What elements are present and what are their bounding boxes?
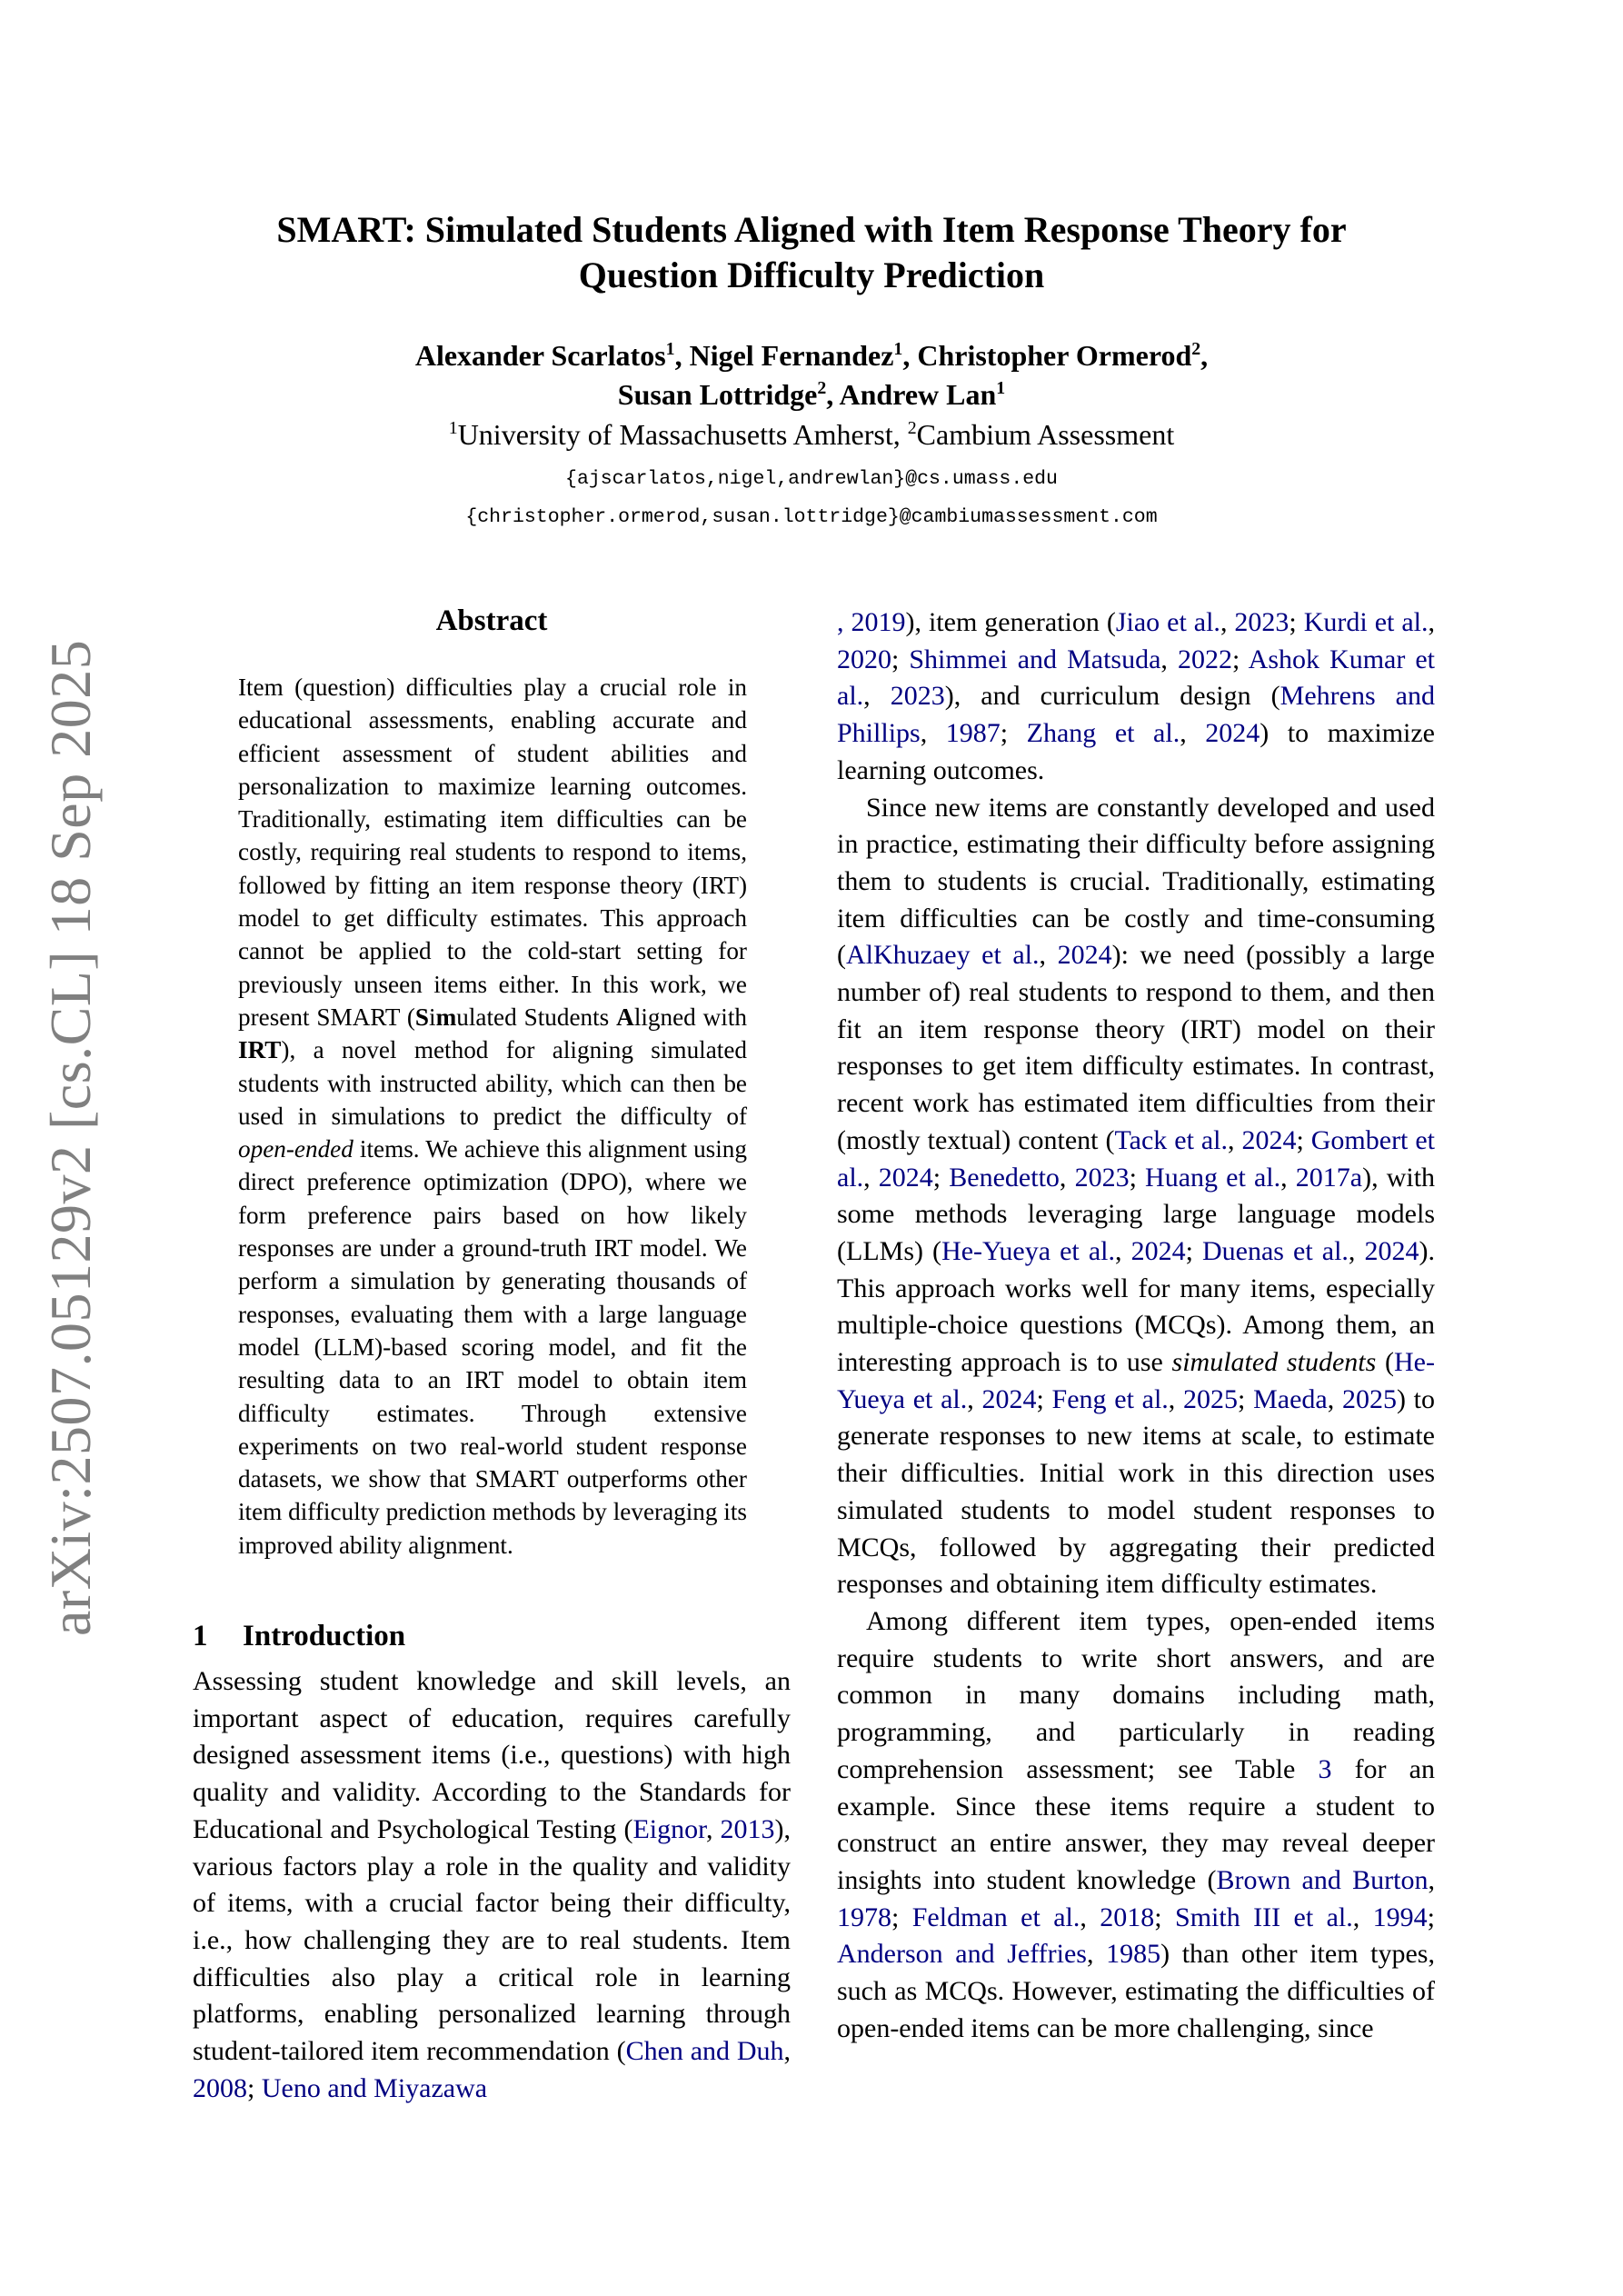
body-text: ), with some methods leveraging large language models (LLMs) ( — [837, 1162, 1436, 1266]
citation-link[interactable]: Benedetto — [949, 1162, 1060, 1193]
section-number: 1 — [193, 1620, 208, 1652]
citation-year-link[interactable]: 2023 — [890, 681, 945, 712]
author-line-2: Susan Lottridge$^2$, Andrew Lan$^1$ — [617, 378, 1006, 411]
abstract-emphasis: open-ended — [238, 1135, 353, 1163]
citation-year-link[interactable]: 1994 — [1372, 1902, 1428, 1932]
citation-year-link[interactable]: 2020 — [837, 644, 891, 674]
citation-year-link[interactable]: 1987 — [945, 718, 1001, 749]
citation-link[interactable]: Ashok Kumar et al. — [837, 644, 1436, 712]
citation-year-link[interactable]: 2025 — [1341, 1383, 1397, 1414]
paper-title-line-2: Question Difficulty Prediction — [578, 255, 1045, 295]
citation-link[interactable]: Gombert et al. — [837, 1124, 1435, 1193]
citation-link[interactable]: Zhang et al. — [1026, 718, 1180, 749]
citation-link[interactable]: AlKhuzaey et al. — [846, 940, 1040, 971]
body-text: ), various factors play a role in the quality and validity of items, with a crucial factor being their difficulty, i.e., how challenging they are to real students. Item difficulties also play a critical role in learning platforms, enabling personalized learning through student-tailored item recommendation ( — [193, 1813, 791, 2067]
citation-year-link[interactable]: 1978 — [837, 1902, 891, 1932]
author-affiliation-mark: 2 — [817, 378, 827, 399]
citation-link[interactable]: Kurdi et al. — [1303, 607, 1429, 637]
author-line-1: Alexander Scarlatos$^1$, Nigel Fernandez$^1$, Christopher Ormerod$^2$, — [414, 339, 1209, 372]
author-name: Alexander Scarlatos — [414, 339, 666, 372]
citation-link[interactable]: Smith III et al. — [1175, 1902, 1353, 1932]
citation-link[interactable]: Chen and Duh — [625, 2036, 784, 2067]
abstract-bold-letter: A — [616, 1003, 634, 1031]
citation-link[interactable]: Ueno and Miyazawa — [261, 2072, 488, 2103]
body-text: ): we need (possibly a large number of) real students to respond to them, and then fit an item response theory (IRT) model on their responses to get item difficulty estimates. In contrast, recent work has estimated item difficulties from their (mostly textual) content ( — [837, 940, 1435, 1155]
citation-year-link[interactable]: 2024 — [1205, 718, 1260, 749]
citation-year-link[interactable]: 2025 — [1183, 1383, 1239, 1414]
citation-link[interactable]: Duenas et al. — [1201, 1235, 1349, 1266]
body-text: ) to generate responses to new items at scale, to estimate their difficulties. Initial work in this direction uses simulated students to model student responses to MCQs, followed by aggregating their predicted responses and obtaining item difficulty estimates. — [837, 1383, 1436, 1600]
abstract-bold-letter: S — [414, 1003, 430, 1031]
author-name: Susan Lottridge — [617, 378, 818, 411]
citation-link[interactable]: He-Yueya et al. — [837, 1347, 1435, 1414]
citation-link[interactable]: Mehrens and Phillips — [837, 681, 1435, 749]
email-umass: {ajscarlatos,nigel,andrewlan}@cs.umass.edu — [565, 468, 1058, 490]
abstract-text: ulated Students — [456, 1003, 617, 1031]
body-column-left — [193, 1663, 791, 2107]
intro-paragraph-2: Since new items are constantly developed and used in practice, estimating their difficulty before assigning them to students is crucial. Traditionally, estimating item difficulties can be costly and time-consuming (AlKhuzaey et al., 2024): we need (possibly a large number of) real students to respond to them, and then fit an item response theory (IRT) model on their responses to get item difficulty estimates. In contrast, recent work has estimated item difficulties from their (mostly textual) content (Tack et al., 2024; Gombert et al., 2024; Benedetto, 2023; Huang et al., 2017a), with some methods leveraging large language models (LLMs) (He-Yueya et al., 2024; Duenas et al., 2024). This approach works well for many items, especially multiple-choice questions (MCQs). Among them, an interesting approach is to use simulated students (He-Yueya et al., 2024; Feng et al., 2025; Maeda, 2025) to generate responses to new items at scale, to estimate their difficulties. Initial work in this direction uses simulated students to model student responses to MCQs, followed by aggregating their predicted responses and obtaining item difficulty estimates. — [837, 792, 1436, 1600]
abstract-bold-letter: IRT — [238, 1036, 282, 1064]
author-name: Nigel Fernandez — [689, 339, 894, 372]
affiliation-name: Cambium Assessment — [916, 418, 1175, 451]
body-text: Assessing student knowledge and skill levels, an important aspect of education, requires carefully designed assessment items (i.e., questions) with high quality and validity. According to the Standards for Educational and Psychological Testing ( — [193, 1666, 791, 1844]
author-name: Christopher Ormerod — [917, 339, 1192, 372]
citation-link[interactable]: Eignor — [632, 1813, 706, 1844]
citation-year-link[interactable]: 2023 — [1074, 1162, 1130, 1193]
citation-link[interactable]: Anderson and Jeffries — [837, 1939, 1087, 1970]
paper-title-line-1: SMART: Simulated Students Aligned with Item Response Theory for — [276, 209, 1347, 250]
abstract-text: ), a novel method for aligning simulated students with instructed ability, which can then be used in simulations to predict the difficulty of — [238, 1036, 747, 1130]
email-cambium: {christopher.ormerod,susan.lottridge}@cambiumassessment.com — [465, 506, 1158, 528]
arxiv-identifier-stamp: arXiv:2507.05129v2 [cs.CL] 18 Sep 2025 — [38, 639, 103, 1636]
citation-year-link[interactable]: 2024 — [1057, 940, 1112, 971]
body-text: ) than other item types, such as MCQs. However, estimating the difficulties of open-ended items can be more challenging, since — [837, 1939, 1435, 2043]
citation-year-link[interactable]: 2022 — [1177, 644, 1232, 674]
citation-year-link[interactable]: 2008 — [193, 2072, 247, 2103]
citation-year-link[interactable]: 2024 — [981, 1383, 1037, 1414]
abstract-body — [238, 671, 747, 1562]
author-name: Andrew Lan — [839, 378, 997, 411]
citation-link[interactable]: He-Yueya et al. — [941, 1235, 1115, 1266]
body-text: ( — [1376, 1347, 1394, 1378]
citation-link[interactable]: Jiao et al. — [1115, 607, 1220, 637]
intro-paragraph-1: Assessing student knowledge and skill levels, an important aspect of education, requires carefully designed assessment items (i.e., questions) with high quality and validity. According to the Standards for Educational and Psychological Testing (Eignor, 2013), various factors play a role in the quality and validity of items, with a crucial factor being their difficulty, i.e., how challenging they are to real students. Item difficulties also play a critical role in learning platforms, enabling personalized learning through student-tailored item recommendation (Chen and Duh, 2008; Ueno and Miyazawa — [193, 1666, 791, 2103]
body-text: ) to maximize learning outcomes. — [837, 718, 1435, 785]
citation-year-link[interactable]: 2024 — [1241, 1124, 1297, 1155]
paper-title — [182, 207, 1441, 298]
abstract-bold-letter: m — [435, 1003, 457, 1031]
body-text: ). This approach works well for many items, especially multiple-choice questions (MCQs). Among them, an interesting approach is to use — [837, 1235, 1436, 1378]
citation-link[interactable]: Tack et al. — [1114, 1124, 1228, 1155]
body-column-right — [837, 604, 1435, 2047]
citation-link[interactable]: Huang et al. — [1145, 1162, 1281, 1193]
author-affiliation-mark: 2 — [1191, 339, 1201, 360]
section-title: Introduction — [243, 1620, 406, 1652]
body-emphasis: simulated students — [1171, 1347, 1377, 1378]
author-affiliation-mark: 1 — [893, 339, 903, 360]
body-text: ), item generation ( — [905, 607, 1116, 637]
abstract-text: Item (question) difficulties play a crucial role in educational assessments, enabling accurate and efficient assessment of student abilities and personalization to maximize learning outcomes. Traditionally, estimating item difficulties can be costly, requiring real students to respond to items, followed by fitting an item response theory (IRT) model to get difficulty estimates. This approach cannot be applied to the cold-start setting for previously unseen items either. In this work, we present SMART ( — [238, 674, 747, 1031]
body-text: Since new items are constantly developed and used in practice, estimating their difficulty before assigning them to students is crucial. Traditionally, estimating item difficulties can be costly and time-consuming ( — [837, 792, 1435, 971]
affiliation-number: 2 — [907, 418, 917, 439]
body-text: Among different item types, open-ended items require students to write short answers, and are common in many domains including math, programming, and particularly in reading comprehension assessment; see Table — [837, 1605, 1435, 1784]
body-text: ), and curriculum design ( — [944, 681, 1280, 712]
citation-link[interactable]: Shimmei and Matsuda — [909, 644, 1161, 674]
citation-link[interactable]: Maeda — [1253, 1383, 1328, 1414]
intro-paragraph-1-continued: , 2019), item generation (Jiao et al., 2023; Kurdi et al., 2020; Shimmei and Matsuda, 2022; Ashok Kumar et al., 2023), and curriculum design (Mehrens and Phillips, 1987; Zhang et al., 2024) to maximize learning outcomes. — [837, 607, 1436, 785]
body-text: for an example. Since these items require a student to construct an entire answer, they may reveal deeper insights into student knowledge ( — [837, 1753, 1435, 1895]
affiliation-name: University of Massachusetts Amherst — [457, 418, 893, 451]
citation-year-link[interactable]: 2023 — [1234, 607, 1289, 637]
citation-link[interactable]: Feldman et al. — [911, 1902, 1080, 1932]
author-list — [182, 336, 1441, 414]
citation-year-link[interactable]: 2024 — [1130, 1235, 1186, 1266]
affiliations: $^1$University of Massachusetts Amherst, $^2$Cambium Assessment — [448, 418, 1175, 451]
citation-link[interactable]: Brown and Burton — [1216, 1864, 1429, 1895]
affiliation-number: 1 — [448, 418, 458, 439]
citation-year-link[interactable]: 2017a — [1295, 1162, 1363, 1193]
citation-year-link[interactable]: 2024 — [878, 1162, 933, 1193]
author-affiliation-mark: 1 — [665, 339, 675, 360]
citation-link[interactable]: Feng et al. — [1051, 1383, 1169, 1414]
section-heading-introduction — [193, 1618, 405, 1654]
citation-year-link[interactable]: 1985 — [1106, 1939, 1161, 1970]
citation-year-link[interactable]: 2024 — [1364, 1235, 1419, 1266]
author-affiliation-mark: 1 — [996, 378, 1006, 399]
abstract-heading: Abstract — [435, 604, 548, 637]
abstract-text: ligned with — [633, 1003, 748, 1031]
citation-year-link[interactable]: 2013 — [720, 1813, 775, 1844]
table-reference-link[interactable]: 3 — [1318, 1753, 1332, 1784]
citation-year-link[interactable]: , 2019 — [837, 607, 906, 637]
abstract-text: i — [429, 1003, 436, 1031]
abstract-text: items. We achieve this alignment using direct preference optimization (DPO), where we form preference pairs based on how likely responses are under a ground-truth IRT model. We perform a simulation by generating thousands of responses, evaluating them with a large language model (LLM)-based scoring model, and fit the resulting data to an IRT model to obtain item difficulty estimates. Through extensive experiments on two real-world student response datasets, we show that SMART outperforms other item difficulty prediction methods by leveraging its improved ability alignment. — [238, 1135, 747, 1559]
intro-paragraph-3: Among different item types, open-ended items require students to write short answers, and are common in many domains including math, programming, and particularly in reading comprehension assessment; see Table 3 for an example. Since these items require a student to construct an entire answer, they may reveal deeper insights into student knowledge (Brown and Burton, 1978; Feldman et al., 2018; Smith III et al., 1994; Anderson and Jeffries, 1985) than other item types, such as MCQs. However, estimating the difficulties of open-ended items can be more challenging, since — [837, 1605, 1435, 2043]
citation-year-link[interactable]: 2018 — [1100, 1902, 1155, 1932]
